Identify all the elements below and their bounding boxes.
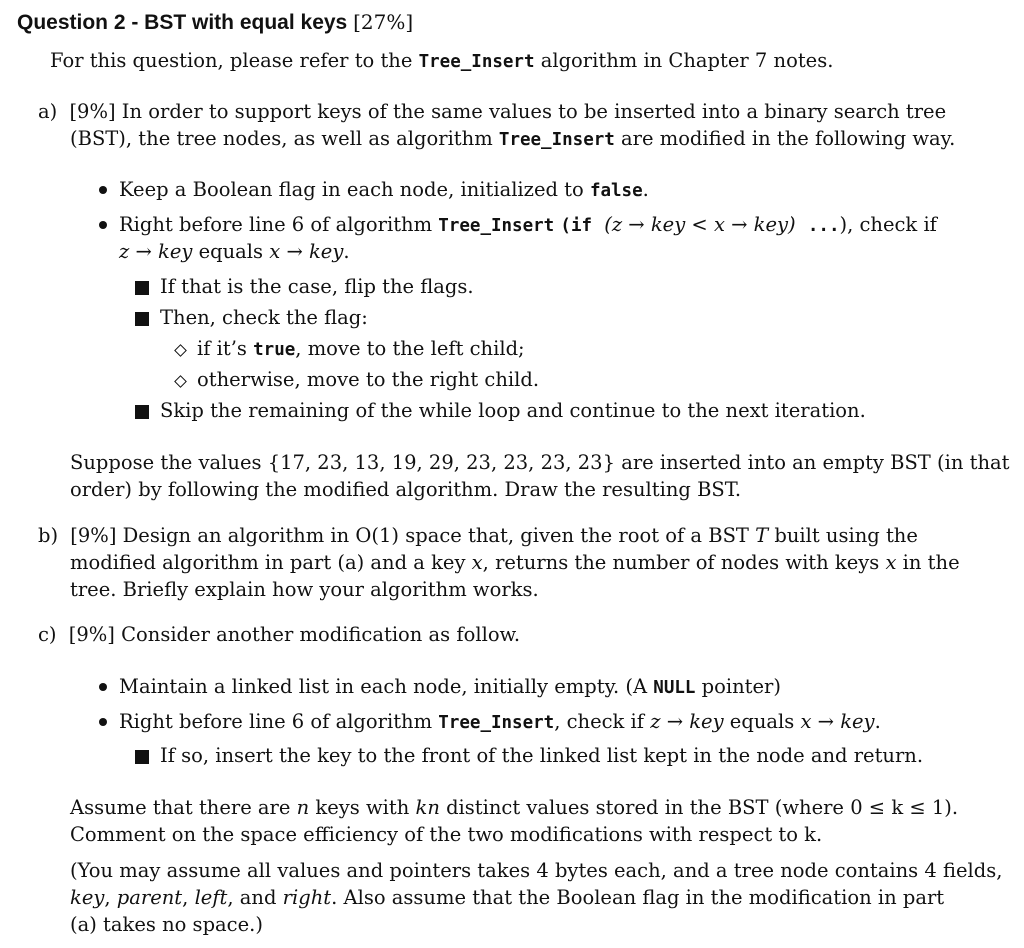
part-a-subsub2: otherwise, move to the right child. xyxy=(197,368,540,391)
part-c-assume1 xyxy=(70,795,958,821)
bullet2-text: Right before line 6 of algorithm xyxy=(119,213,439,236)
note-right: right xyxy=(282,886,332,909)
intro-text-after: algorithm in Chapter 7 notes. xyxy=(534,49,834,72)
part-a-bullet1 xyxy=(119,177,649,204)
part-c-assume2: Comment on the space efficiency of the two modifications with respect to k. xyxy=(70,823,823,846)
note-left: left xyxy=(194,886,228,909)
bullet2-code: Tree_Insert xyxy=(438,216,555,236)
part-b-line3: tree. Briefly explain how your algorithm works. xyxy=(70,578,539,601)
assume1-range: 0 ≤ k ≤ 1 xyxy=(850,796,945,819)
bullet-c2 xyxy=(99,718,107,726)
part-b-T: T xyxy=(755,524,769,547)
part-c-label: c) xyxy=(38,623,57,646)
part-b-x: x xyxy=(471,551,483,574)
c-bullet2-end: . xyxy=(874,710,881,733)
part-b-line2-mid: , returns the number of nodes with keys xyxy=(482,551,886,574)
part-b-line2-before: modified algorithm in part (a) and a key xyxy=(70,551,472,574)
part-b-label: b) xyxy=(38,524,59,547)
c-bullet2-mid: , check if xyxy=(554,710,651,733)
bullet2-line2-math2: x → key xyxy=(269,240,344,263)
bullet2-math: (z → key < x → key) xyxy=(604,213,796,236)
c-bullet2-math2: x → key xyxy=(800,710,875,733)
bullet2-line2-mid: equals xyxy=(192,240,270,263)
part-b-x2: x xyxy=(885,551,897,574)
assume1-before: Assume that there are xyxy=(70,796,297,819)
part-a-suppose-line2: order) by following the modified algorithm. Draw the resulting BST. xyxy=(70,478,742,501)
bullet1-text: Keep a Boolean flag in each node, initialized to xyxy=(119,178,590,201)
part-a-bullet2 xyxy=(119,212,937,239)
part-a-subsub1 xyxy=(197,336,525,363)
part-b-line1 xyxy=(38,523,918,549)
intro-line xyxy=(50,48,833,75)
part-a-sub1: If that is the case, flip the flags. xyxy=(160,275,474,298)
diamond-bullet-a2 xyxy=(174,375,187,388)
c-bullet2-code: Tree_Insert xyxy=(438,713,555,733)
c-bullet2-math1: z → key xyxy=(650,710,724,733)
note2-after: . Also assume that the Boolean flag in the modification in part xyxy=(331,886,945,909)
assume1-mid: keys with xyxy=(309,796,416,819)
part-c-note2: key, parent, left, and right. Also assume that the Boolean flag in the modification in part xyxy=(70,886,945,909)
part-b-line2 xyxy=(70,550,960,576)
subsub1-before: if it’s xyxy=(197,337,254,360)
square-bullet-c1 xyxy=(135,750,149,764)
diamond-bullet-a1 xyxy=(174,344,187,357)
part-c-weight: [9%] xyxy=(68,623,115,646)
c-bullet1-after: pointer) xyxy=(695,675,781,698)
part-c-note1: (You may assume all values and pointers takes 4 bytes each, and a tree node contains 4 fields, xyxy=(70,859,1003,882)
bullet2-ellipsis: ... xyxy=(807,216,840,236)
bullet2-after: ), check if xyxy=(839,213,937,236)
suppose-before: Suppose the values xyxy=(70,451,268,474)
assume1-kn: kn xyxy=(415,796,440,819)
question-heading xyxy=(17,9,413,36)
part-b-line1-after: built using the xyxy=(768,524,918,547)
c-bullet2-equals: equals xyxy=(723,710,801,733)
part-a-label: a) xyxy=(38,100,58,123)
part-c-sub1: If so, insert the key to the front of the linked list kept in the node and return. xyxy=(160,744,924,767)
c-bullet1-before: Maintain a linked list in each node, initially empty. (A xyxy=(119,675,654,698)
intro-code: Tree_Insert xyxy=(418,52,535,72)
part-c-note3: (a) takes no space.) xyxy=(70,913,263,936)
subsub1-after: , move to the left child; xyxy=(295,337,525,360)
bullet-a1 xyxy=(99,186,107,194)
intro-text-before: For this question, please refer to the xyxy=(50,49,419,72)
part-a-bullet2-line2 xyxy=(119,239,350,265)
part-b-weight: [9%] xyxy=(70,524,117,547)
bullet2-line2-end: . xyxy=(343,240,350,263)
part-c-bullet1 xyxy=(119,674,781,701)
c-bullet1-code: NULL xyxy=(653,678,696,698)
note-key: key xyxy=(70,886,105,909)
part-c-text: Consider another modification as follow. xyxy=(121,623,521,646)
assume1-n: n xyxy=(296,796,310,819)
bullet2-line2-math1: z → key xyxy=(119,240,193,263)
part-a-sub2: Then, check the flag: xyxy=(160,306,368,329)
bullet-c1 xyxy=(99,683,107,691)
part-c-bullet2 xyxy=(119,709,881,736)
part-a-line2 xyxy=(70,126,955,153)
part-a-sub3: Skip the remaining of the while loop and continue to the next iteration. xyxy=(160,399,866,422)
square-bullet-a2 xyxy=(135,312,149,326)
part-a-text2-after: are modified in the following way. xyxy=(614,127,956,150)
part-a-text2-code: Tree_Insert xyxy=(498,130,615,150)
suppose-after: are inserted into an empty BST (in that xyxy=(615,451,1010,474)
note-parent: parent xyxy=(116,886,183,909)
part-a-suppose-line1 xyxy=(70,450,1009,476)
part-b-line2-after: in the xyxy=(896,551,960,574)
question-title: Question 2 - BST with equal keys xyxy=(17,11,348,34)
bullet1-code: false xyxy=(589,181,643,201)
assume1-after: distinct values stored in the BST (where xyxy=(439,796,851,819)
part-a-text2-before: (BST), the tree nodes, as well as algorithm xyxy=(70,127,499,150)
part-b-line1-before: Design an algorithm in O(1) space that, given the root of a BST xyxy=(122,524,756,547)
bullet-a2 xyxy=(99,221,107,229)
assume1-end: ). xyxy=(944,796,959,819)
part-a-text1: In order to support keys of the same values to be inserted into a binary search tree xyxy=(121,100,947,123)
c-bullet2-before: Right before line 6 of algorithm xyxy=(119,710,439,733)
part-a-weight: [9%] xyxy=(69,100,116,123)
question-weight: [27%] xyxy=(353,10,414,34)
bullet2-code-if: (if xyxy=(560,216,593,236)
part-c-line1 xyxy=(38,622,520,648)
subsub1-code: true xyxy=(253,340,296,360)
bullet1-end: . xyxy=(642,178,649,201)
square-bullet-a1 xyxy=(135,281,149,295)
part-a-line1 xyxy=(38,99,946,125)
square-bullet-a3 xyxy=(135,405,149,419)
suppose-values: {17, 23, 13, 19, 29, 23, 23, 23, 23} xyxy=(267,451,615,474)
